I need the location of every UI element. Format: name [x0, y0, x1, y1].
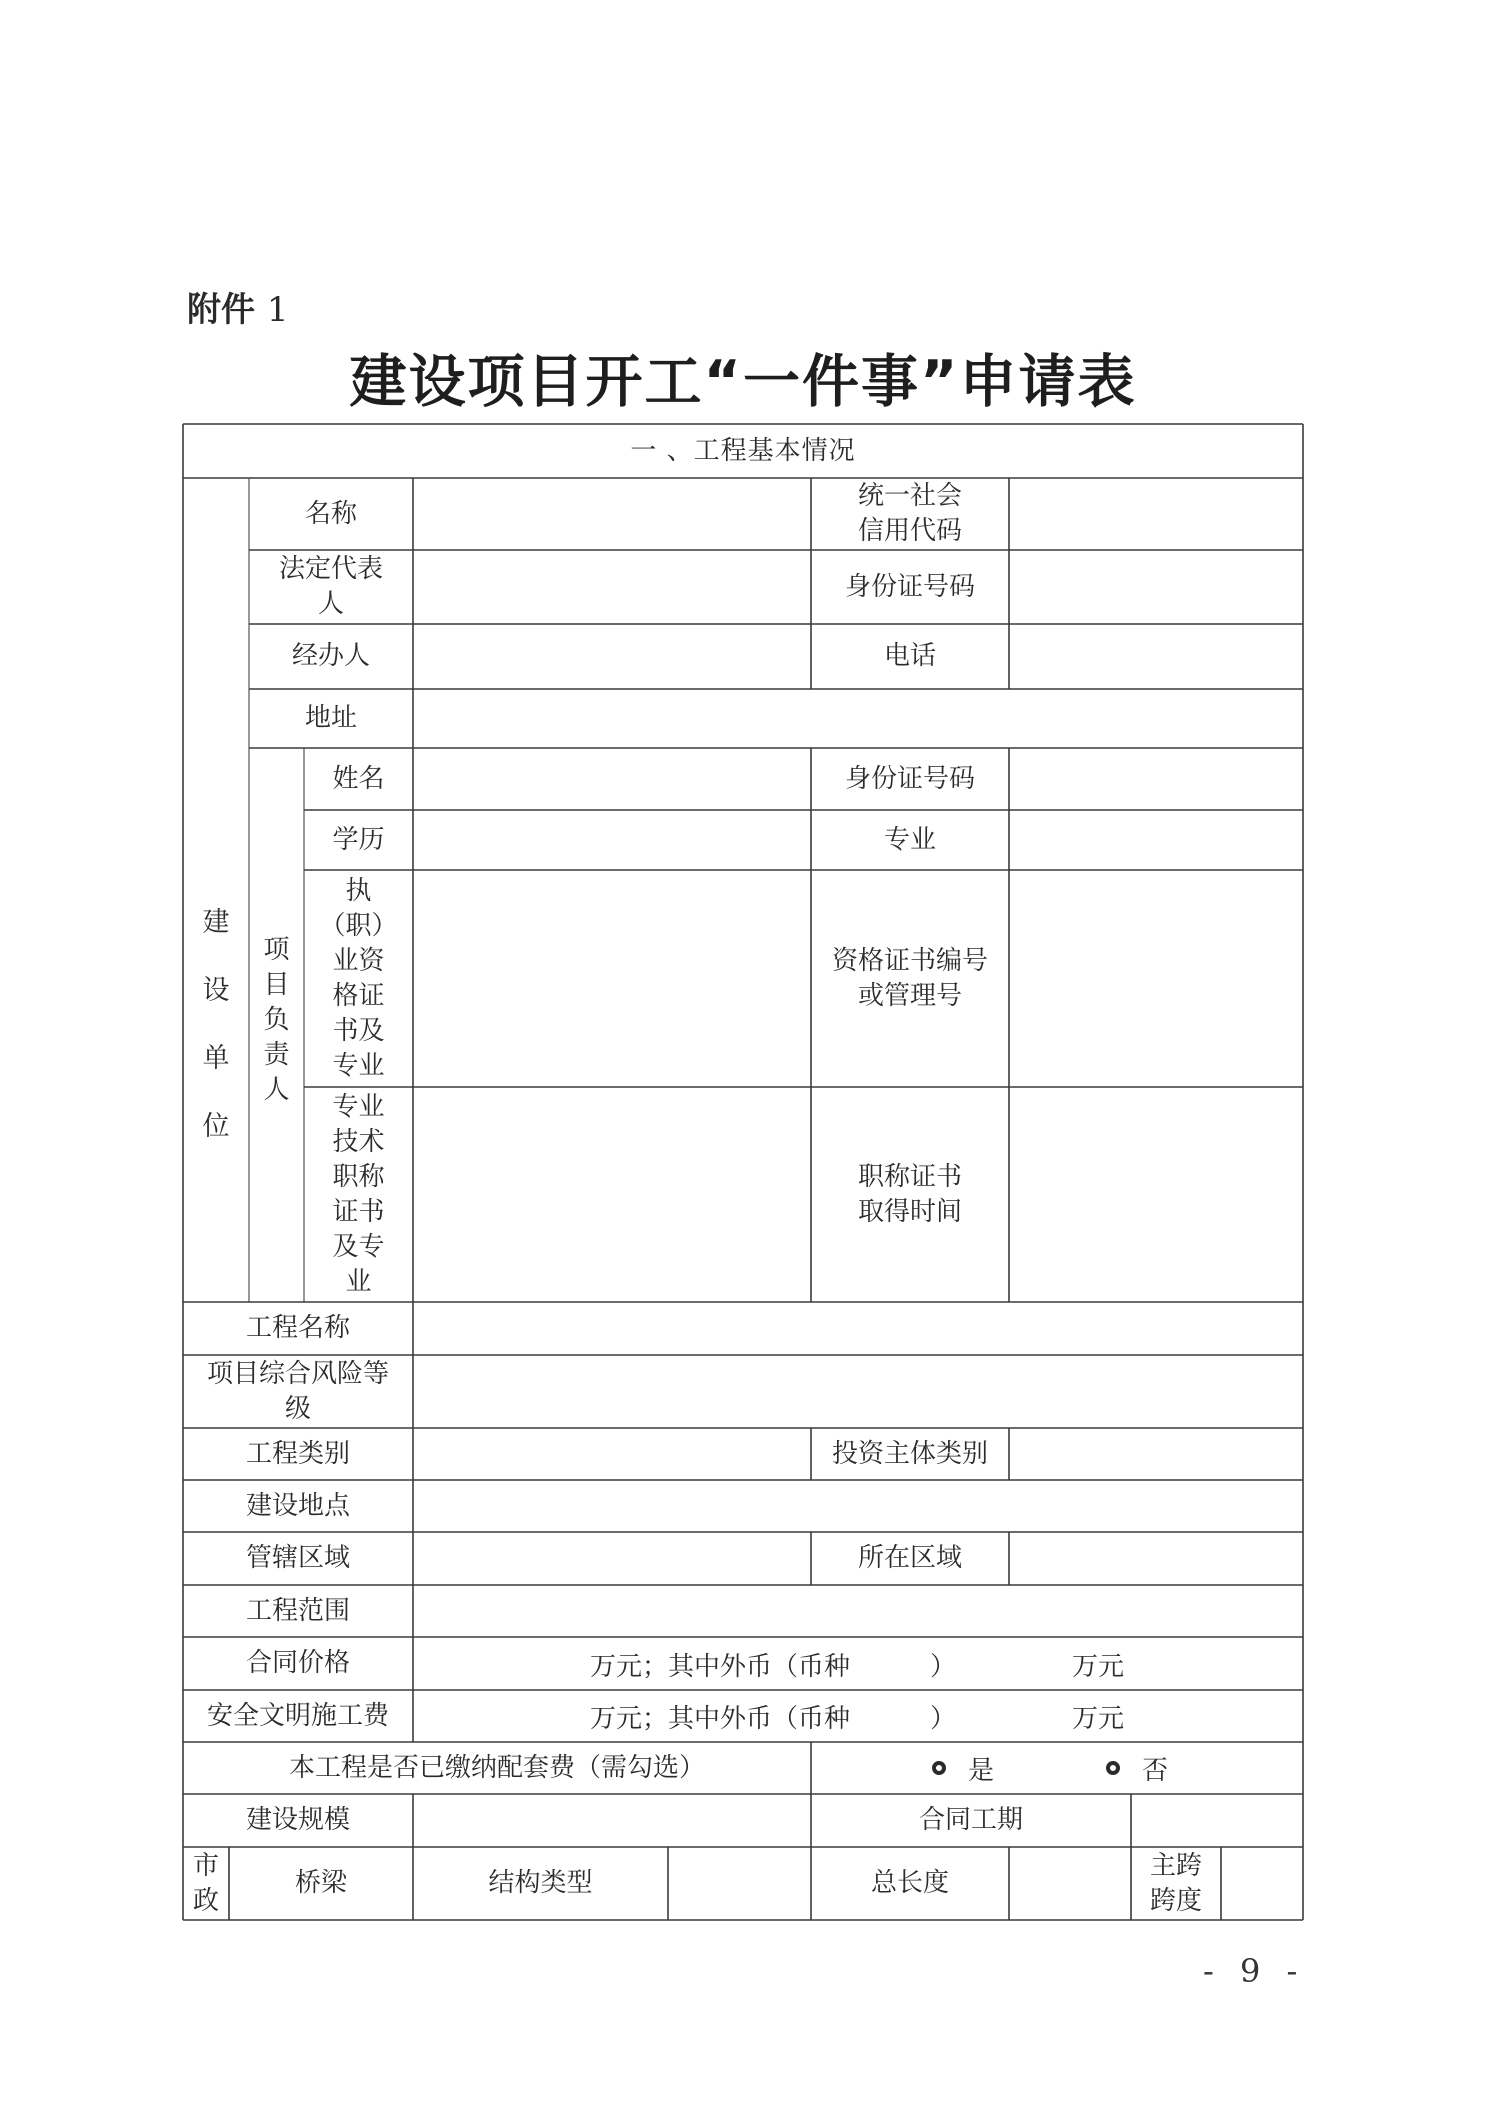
agent-label: 经办人	[291, 641, 370, 671]
project-name-field[interactable]	[413, 1302, 1303, 1355]
safety-fee-label: 安全文明施工费	[206, 1700, 389, 1731]
cert-number-label: 资格证书编号 或管理号	[831, 945, 988, 1011]
cert-number-field[interactable]	[1009, 870, 1303, 1087]
option-no[interactable]: 否	[1106, 1750, 1168, 1786]
area-label: 所在区域	[857, 1543, 962, 1573]
option-yes[interactable]: 是	[932, 1750, 994, 1786]
total-length-label: 总长度	[870, 1868, 949, 1898]
investor-type-field[interactable]	[1009, 1428, 1303, 1480]
project-name-label: 工程名称	[245, 1313, 350, 1343]
legal-rep-id-field[interactable]	[1009, 550, 1303, 624]
manager-name-label: 姓名	[332, 763, 385, 794]
phone-field[interactable]	[1009, 624, 1303, 689]
radio-no-icon[interactable]	[1106, 1761, 1120, 1775]
structure-type-label: 结构类型	[488, 1868, 593, 1898]
scope-field[interactable]	[413, 1585, 1303, 1637]
project-manager-label: 项 目 负 责 人	[263, 934, 290, 1105]
manager-name-field[interactable]	[413, 748, 811, 810]
structure-type-field[interactable]	[668, 1847, 811, 1920]
contract-price-unit2: 万元	[1072, 1652, 1125, 1682]
major-field[interactable]	[1009, 810, 1303, 870]
attachment-label: 附件 1	[187, 290, 289, 330]
education-field[interactable]	[413, 810, 811, 870]
address-label: 地址	[304, 703, 357, 733]
municipal-label: 市 政	[192, 1850, 219, 1916]
main-span-label: 主跨 跨度	[1149, 1850, 1202, 1916]
risk-level-field[interactable]	[413, 1355, 1303, 1428]
legal-rep-field[interactable]	[413, 550, 811, 624]
section-title: 一 、工程基本情况	[630, 435, 856, 466]
qualification-field[interactable]	[413, 870, 811, 1087]
risk-level-label: 项目综合风险等级	[206, 1358, 389, 1424]
legal-rep-id-label: 身份证号码	[844, 571, 975, 602]
major-label: 专业	[883, 824, 936, 855]
phone-label: 电话	[883, 641, 936, 671]
bridge-label: 桥梁	[294, 1868, 347, 1898]
safety-fee-paren: ）	[930, 1704, 957, 1734]
scale-field[interactable]	[413, 1794, 811, 1847]
address-field[interactable]	[413, 689, 1303, 748]
manager-id-label: 身份证号码	[844, 763, 975, 794]
qualification-label: 执 （职） 业资 格证 书及 专业	[319, 875, 398, 1081]
credit-code-label: 统一社会信用代码	[857, 481, 962, 546]
contract-price-unit: 万元；其中外币（币种	[590, 1652, 851, 1682]
project-category-field[interactable]	[413, 1428, 811, 1480]
manager-id-field[interactable]	[1009, 748, 1303, 810]
title-cert-time-field[interactable]	[1009, 1087, 1303, 1302]
location-label: 建设地点	[245, 1490, 350, 1521]
unit-name-label: 名称	[304, 498, 357, 529]
title-cert-time-label: 职称证书 取得时间	[857, 1161, 962, 1227]
radio-yes-icon[interactable]	[932, 1761, 946, 1775]
safety-fee-unit: 万元；其中外币（币种	[590, 1704, 851, 1734]
title-cert-label: 专业 技术 职称 证书 及专 业	[332, 1091, 385, 1297]
unit-name-field[interactable]	[413, 478, 811, 550]
agent-field[interactable]	[413, 624, 811, 689]
title-cert-field[interactable]	[413, 1087, 811, 1302]
duration-field[interactable]	[1131, 1794, 1303, 1847]
contract-price-label: 合同价格	[245, 1648, 350, 1678]
legal-rep-label: 法定代表人	[278, 554, 383, 619]
jurisdiction-label: 管辖区域	[245, 1543, 350, 1573]
jurisdiction-field[interactable]	[413, 1532, 811, 1585]
construction-unit-label: 建 设 单 位	[202, 907, 230, 1142]
main-span-field[interactable]	[1221, 1847, 1303, 1920]
total-length-field[interactable]	[1009, 1847, 1131, 1920]
area-field[interactable]	[1009, 1532, 1303, 1585]
location-field[interactable]	[413, 1480, 1303, 1532]
duration-label: 合同工期	[918, 1805, 1023, 1835]
scale-label: 建设规模	[245, 1805, 350, 1835]
contract-price-paren: ）	[930, 1652, 957, 1682]
project-category-label: 工程类别	[245, 1438, 350, 1469]
education-label: 学历	[332, 824, 385, 855]
safety-fee-unit2: 万元	[1072, 1704, 1125, 1734]
page-title: 建设项目开工“一件事”申请表	[349, 349, 1137, 415]
scope-label: 工程范围	[245, 1595, 350, 1626]
investor-type-label: 投资主体类别	[831, 1438, 988, 1469]
credit-code-field[interactable]	[1009, 478, 1303, 550]
supporting-fee-label: 本工程是否已缴纳配套费（需勾选）	[288, 1752, 705, 1783]
page-number: - 9 -	[1203, 1952, 1306, 1990]
